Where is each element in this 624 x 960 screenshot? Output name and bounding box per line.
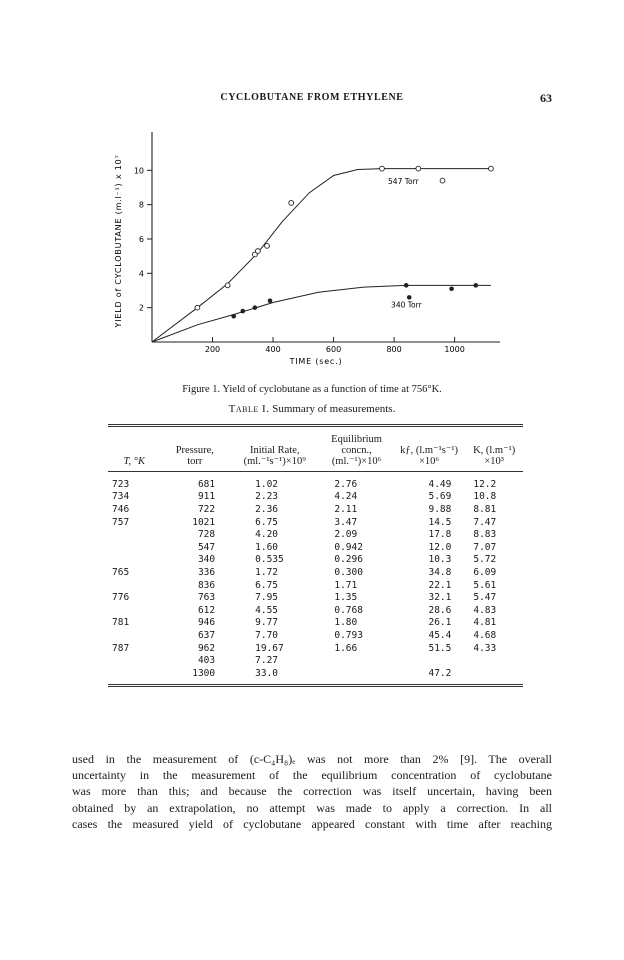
cell-pressure: 722 bbox=[197, 503, 216, 515]
x-tick-label: 200 bbox=[204, 345, 221, 354]
data-point-filled bbox=[404, 283, 409, 288]
data-point-open bbox=[416, 166, 421, 171]
y-tick-label: 6 bbox=[138, 235, 144, 244]
cell-pressure: 547 bbox=[197, 541, 216, 553]
header-kf-1: kƒ, (l.m⁻¹s⁻¹) bbox=[400, 445, 459, 456]
cell-temperature: 787 bbox=[112, 642, 130, 654]
body-line: was more than this; and because the correction was itself uncertain, having been bbox=[72, 784, 552, 799]
cell-kf: 22.1 bbox=[428, 579, 452, 591]
cell-kf: 12.0 bbox=[428, 541, 452, 553]
table-row bbox=[108, 642, 523, 655]
series-label: 340 Torr bbox=[391, 300, 422, 310]
cell-temperature bbox=[108, 667, 161, 685]
cell-temperature bbox=[108, 604, 161, 617]
cell-initial-rate: 33.0 bbox=[255, 667, 279, 679]
cell-K: 8.81 bbox=[473, 503, 497, 515]
cell-kf: 4.49 bbox=[428, 478, 452, 490]
cell-initial-rate: 0.535 bbox=[255, 554, 284, 566]
cell-K: 7.07 bbox=[473, 541, 497, 553]
cell-equilibrium-conc: 3.47 bbox=[334, 516, 358, 528]
header-equilibrium: Equilibrium bbox=[320, 426, 392, 446]
data-point-open bbox=[440, 178, 445, 183]
data-point-open bbox=[225, 283, 230, 288]
cell-K: 10.8 bbox=[473, 491, 497, 503]
body-line: cases the measured yield of cyclobutane appeared constant with time after reaching bbox=[72, 816, 552, 831]
header-K-2: ×10³ bbox=[465, 456, 523, 472]
cell-temperature: 746 bbox=[112, 503, 130, 515]
cell-temperature bbox=[108, 528, 161, 541]
series-label: 547 Torr bbox=[388, 177, 419, 187]
cell-temperature bbox=[108, 541, 161, 554]
cell-K: 12.2 bbox=[473, 478, 497, 490]
data-point-filled bbox=[449, 286, 454, 291]
cell-equilibrium-conc: 4.24 bbox=[334, 491, 358, 503]
body-paragraph bbox=[72, 751, 552, 832]
cell-equilibrium-conc: 1.80 bbox=[334, 617, 358, 629]
table-row bbox=[108, 541, 523, 554]
cell-pressure: 612 bbox=[197, 604, 216, 616]
data-point-filled bbox=[473, 283, 478, 288]
cell-kf bbox=[393, 654, 466, 667]
table-row bbox=[108, 667, 523, 685]
table-title bbox=[0, 403, 624, 415]
table-row bbox=[108, 629, 523, 642]
cell-kf: 9.88 bbox=[428, 503, 452, 515]
body-line: used in the measurement of (c-C₄H₈)ₑ was not more than 2% [9]. The overall bbox=[72, 752, 552, 766]
cell-K: 4.68 bbox=[473, 629, 497, 641]
cell-pressure: 763 bbox=[197, 592, 216, 604]
cell-pressure: 637 bbox=[197, 629, 216, 641]
data-point-open bbox=[380, 166, 385, 171]
cell-kf: 51.5 bbox=[428, 642, 452, 654]
table-row bbox=[108, 566, 523, 579]
cell-equilibrium-conc: 0.768 bbox=[334, 604, 363, 616]
cell-equilibrium-conc: 2.09 bbox=[334, 529, 358, 541]
cell-initial-rate: 7.70 bbox=[255, 629, 279, 641]
header-kf-2: ×10⁶ bbox=[393, 456, 466, 472]
data-point-filled bbox=[253, 305, 258, 310]
cell-equilibrium-conc bbox=[320, 667, 392, 685]
data-point-filled bbox=[268, 299, 273, 304]
cell-initial-rate: 1.72 bbox=[255, 566, 279, 578]
cell-K: 5.72 bbox=[473, 554, 497, 566]
cell-kf: 5.69 bbox=[428, 491, 452, 503]
cell-temperature: 765 bbox=[112, 566, 130, 578]
table-row bbox=[108, 472, 523, 491]
x-tick-label: 600 bbox=[325, 345, 342, 354]
cell-temperature: 734 bbox=[112, 491, 130, 503]
header-pressure-2: torr bbox=[161, 456, 230, 472]
cell-kf: 14.5 bbox=[428, 516, 452, 528]
data-point-open bbox=[289, 201, 294, 206]
data-point-open bbox=[256, 249, 261, 254]
cell-initial-rate: 1.60 bbox=[255, 541, 279, 553]
cell-initial-rate: 9.77 bbox=[255, 617, 279, 629]
body-line: obtained by an extrapolation, no attempt was made to apply a correction. In all bbox=[72, 800, 552, 815]
cell-K: 6.09 bbox=[473, 566, 497, 578]
cell-pressure: 728 bbox=[197, 529, 216, 541]
data-point-open bbox=[489, 166, 494, 171]
cell-temperature bbox=[108, 629, 161, 642]
cell-equilibrium-conc: 1.66 bbox=[334, 642, 358, 654]
cell-initial-rate: 2.36 bbox=[255, 503, 279, 515]
header-temperature: T, °K bbox=[123, 456, 145, 467]
y-axis-label: YIELD of CYCLOBUTANE (m.l⁻¹) x 10⁷ bbox=[114, 154, 123, 328]
cell-initial-rate: 6.75 bbox=[255, 516, 279, 528]
cell-equilibrium-conc bbox=[320, 654, 392, 667]
data-point-filled bbox=[240, 309, 245, 314]
cell-initial-rate: 2.23 bbox=[255, 491, 279, 503]
y-tick-label: 10 bbox=[133, 166, 144, 176]
data-point-open bbox=[195, 305, 200, 310]
cell-pressure: 1300 bbox=[192, 667, 216, 679]
cell-kf: 47.2 bbox=[428, 667, 452, 679]
table-row bbox=[108, 503, 523, 516]
cell-equilibrium-conc: 0.942 bbox=[334, 541, 363, 553]
y-tick-label: 8 bbox=[138, 200, 144, 210]
cell-initial-rate: 4.55 bbox=[255, 604, 279, 616]
table-row bbox=[108, 491, 523, 504]
cell-initial-rate: 6.75 bbox=[255, 579, 279, 591]
cell-initial-rate: 7.27 bbox=[255, 655, 279, 667]
cell-initial-rate: 7.95 bbox=[255, 592, 279, 604]
figure-caption-lead: Figure 1. bbox=[182, 384, 221, 395]
cell-equilibrium-conc: 1.71 bbox=[334, 579, 358, 591]
header-K-1: K, (l.m⁻¹) bbox=[473, 445, 516, 456]
cell-pressure: 911 bbox=[197, 491, 216, 503]
cell-initial-rate: 4.20 bbox=[255, 529, 279, 541]
data-point-filled bbox=[407, 295, 412, 300]
body-line: uncertainty in the measurement of the equilibrium concentration of cyclobutane bbox=[72, 768, 552, 783]
x-axis-label: TIME (sec.) bbox=[289, 357, 343, 366]
x-tick-label: 1000 bbox=[444, 345, 465, 354]
cell-equilibrium-conc: 0.793 bbox=[334, 629, 363, 641]
cell-K: 4.33 bbox=[473, 642, 497, 654]
header-rate-1: Initial Rate, bbox=[249, 445, 300, 456]
table-row bbox=[108, 554, 523, 567]
cell-temperature bbox=[108, 654, 161, 667]
cell-temperature bbox=[108, 554, 161, 567]
series-line bbox=[152, 169, 491, 342]
header-pressure-1: Pressure, bbox=[175, 445, 214, 456]
cell-temperature: 776 bbox=[112, 592, 130, 604]
cell-pressure: 962 bbox=[197, 642, 216, 654]
cell-K: 8.83 bbox=[473, 529, 497, 541]
cell-kf: 32.1 bbox=[428, 592, 452, 604]
header-conc-1: concn., bbox=[341, 445, 372, 456]
measurements-table bbox=[108, 424, 523, 689]
cell-pressure: 340 bbox=[197, 554, 216, 566]
cell-equilibrium-conc: 2.76 bbox=[334, 478, 358, 490]
cell-initial-rate: 19.67 bbox=[255, 642, 284, 654]
cell-K: 4.83 bbox=[473, 604, 497, 616]
table-row bbox=[108, 579, 523, 592]
cell-K: 7.47 bbox=[473, 516, 497, 528]
cell-temperature bbox=[108, 579, 161, 592]
cell-pressure: 403 bbox=[197, 655, 216, 667]
cell-K: 5.47 bbox=[473, 592, 497, 604]
cell-initial-rate: 1.02 bbox=[255, 478, 279, 490]
cell-K bbox=[465, 667, 523, 685]
table-row bbox=[108, 654, 523, 667]
page-header bbox=[0, 92, 624, 108]
cell-temperature: 757 bbox=[112, 516, 130, 528]
cell-equilibrium-conc: 1.35 bbox=[334, 592, 358, 604]
table-title-label: Table I. bbox=[228, 403, 270, 415]
header-conc-2: (ml.⁻¹)×10⁶ bbox=[320, 456, 392, 472]
cell-kf: 26.1 bbox=[428, 617, 452, 629]
x-tick-label: 400 bbox=[265, 345, 281, 354]
figure-caption bbox=[0, 384, 624, 395]
figure-caption-text: Yield of cyclobutane as a function of time at 756°K. bbox=[222, 384, 442, 395]
series-line bbox=[152, 285, 491, 342]
table-row bbox=[108, 591, 523, 604]
cell-equilibrium-conc: 0.300 bbox=[334, 566, 363, 578]
cell-temperature: 781 bbox=[112, 617, 130, 629]
y-tick-label: 2 bbox=[138, 303, 144, 313]
data-point-filled bbox=[231, 314, 236, 319]
cell-kf: 10.3 bbox=[428, 554, 452, 566]
table-title-text: Summary of measurements. bbox=[272, 403, 396, 415]
cell-K: 4.81 bbox=[473, 617, 497, 629]
cell-kf: 34.8 bbox=[428, 566, 452, 578]
cell-equilibrium-conc: 2.11 bbox=[334, 503, 358, 515]
table-row bbox=[108, 528, 523, 541]
page-number: 63 bbox=[540, 91, 552, 105]
running-head: CYCLOBUTANE FROM ETHYLENE bbox=[220, 92, 404, 103]
y-tick-label: 4 bbox=[138, 269, 144, 279]
data-point-open bbox=[265, 243, 270, 248]
cell-pressure: 336 bbox=[197, 566, 216, 578]
cell-kf: 17.8 bbox=[428, 529, 452, 541]
cell-temperature: 723 bbox=[112, 478, 130, 490]
cell-K: 5.61 bbox=[473, 579, 497, 591]
cell-kf: 45.4 bbox=[428, 629, 452, 641]
yield-vs-time-chart bbox=[110, 128, 510, 380]
table-row bbox=[108, 516, 523, 529]
header-rate-2: (ml.⁻¹s⁻¹)×10⁹ bbox=[229, 456, 320, 472]
cell-pressure: 1021 bbox=[192, 516, 216, 528]
cell-pressure: 681 bbox=[197, 478, 216, 490]
cell-pressure: 836 bbox=[197, 579, 216, 591]
table-row bbox=[108, 617, 523, 630]
x-tick-label: 800 bbox=[386, 345, 402, 354]
cell-K bbox=[465, 654, 523, 667]
table-row bbox=[108, 604, 523, 617]
cell-pressure: 946 bbox=[197, 617, 216, 629]
cell-equilibrium-conc: 0.296 bbox=[334, 554, 363, 566]
cell-kf: 28.6 bbox=[428, 604, 452, 616]
